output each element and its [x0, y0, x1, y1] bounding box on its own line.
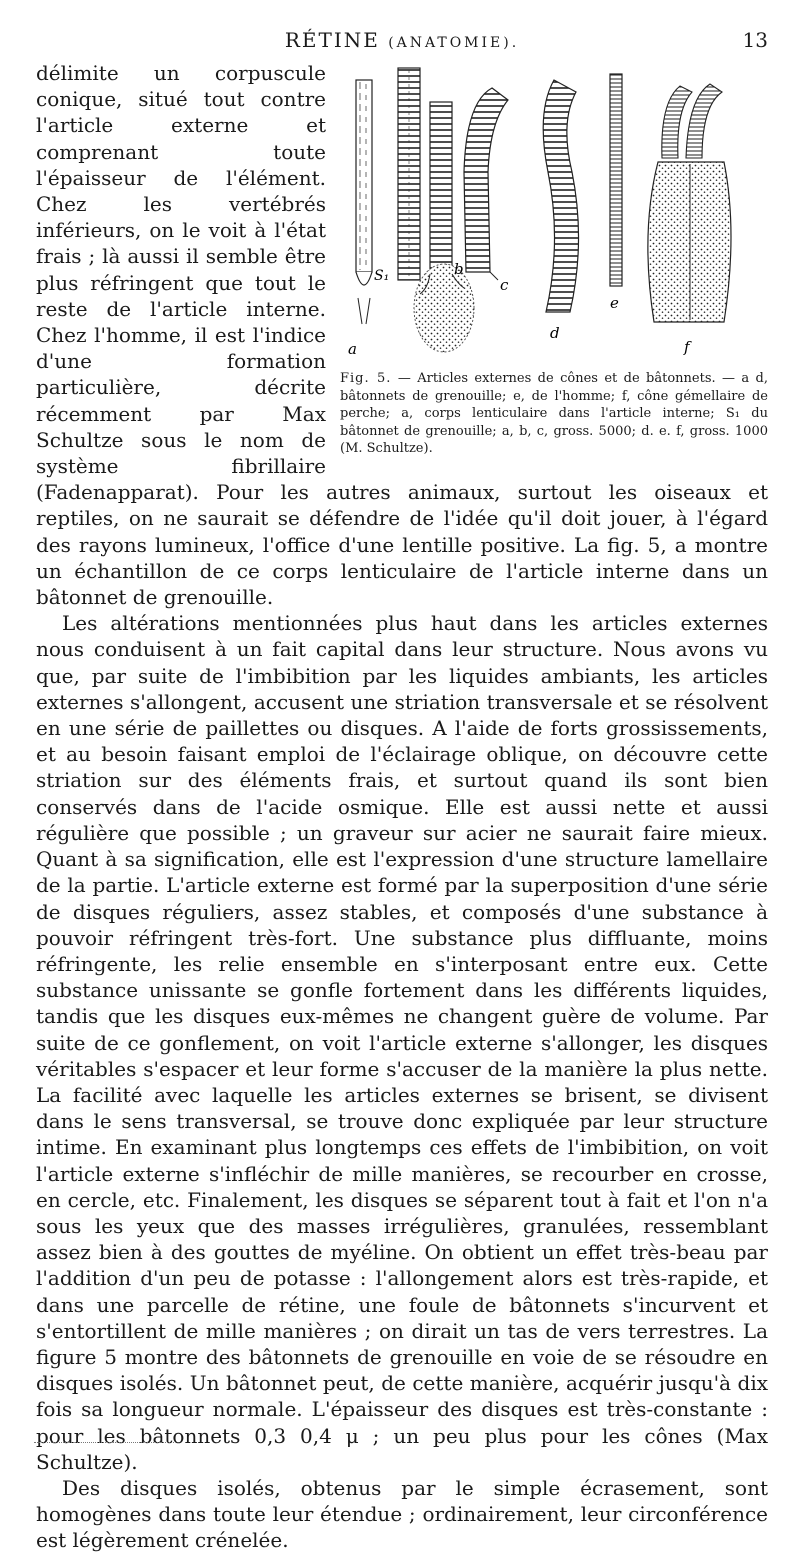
- figure-caption-label: Fig. 5.: [340, 371, 392, 386]
- body-text: [36, 60, 768, 1554]
- rod-s1: [398, 68, 420, 280]
- rod-d: [543, 80, 578, 312]
- page-number: 13: [742, 28, 768, 52]
- label-b: b: [454, 260, 464, 278]
- footer-rule: [34, 1442, 174, 1443]
- label-e: e: [610, 294, 619, 312]
- figure-5: [340, 62, 768, 458]
- paragraph-3: Des disques isolés, obtenus par le simple écrasement, sont homogènes dans toute leur étendue ; ordinairement, leur circonférence est légèrement crénelée.: [36, 1475, 768, 1553]
- paragraph-1: délimite un corpuscule conique, situé tout contre l'article externe et comprenant toute l'épaisseur de l'élément. Chez les vertébrés inférieurs, on le voit à l'état frais ; là aussi il semble être plus réfringent que tout le reste de l'article interne. Chez l'homme, il est l'indice d'une formation particulière, décrite récemment par Max Schultze sous le nom de système fibrillaire (Fadenapparat). Pour les autres animaux, surtout les oiseaux et reptiles, on ne saurait se défendre de l'idée qu'il doit jouer, à l'égard des rayons lumineux, l'office d'une lentille positive. La fig. 5, a montre un échantillon de ce corps lenticulaire de l'article interne dans un bâtonnet de grenouille.: [36, 61, 768, 610]
- label-a: a: [348, 340, 357, 358]
- label-s1: S₁: [374, 268, 390, 284]
- label-f: f: [684, 338, 690, 356]
- label-d: d: [550, 324, 560, 342]
- running-header: [36, 8, 768, 54]
- header-subtitle: (ANATOMIE).: [388, 35, 520, 51]
- figure-caption-text: — Articles externes de cônes et de bâtonnets. — a d, bâtonnets de grenouille; e, de l'homme; f, cône gémellaire de perche; a, corps lenticulaire dans l'article interne; S₁ du bâtonnet de grenouille; a, b, c, gross. 5000; d. e. f, gross. 1000 (M. Schultze).: [340, 371, 768, 456]
- running-title: [36, 28, 768, 52]
- rod-c: [464, 88, 508, 280]
- label-c: c: [500, 276, 509, 294]
- header-title: RÉTINE: [284, 28, 380, 52]
- figure-illustration: [340, 62, 768, 364]
- cone-f: [648, 84, 731, 322]
- figure-caption: [340, 370, 768, 458]
- paragraph-2: Les altérations mentionnées plus haut dans les articles externes nous conduisent à un fait capital dans leur structure. Nous avons vu que, par suite de l'imbibition par les liquides ambiants, les articles externes s'allongent, accusent une striation transversale et se résolvent en une série de paillettes ou disques. A l'aide de forts grossissements, et au besoin faisant emploi de l'éclairage oblique, on découvre cette striation sur des éléments frais, et surtout quand ils sont bien conservés dans de l'acide osmique. Elle est aussi nette et aussi régulière que possible ; un graveur sur acier ne saurait faire mieux. Quant à sa signification, elle est l'expression d'une structure lamellaire de la partie. L'article externe est formé par la superposition d'une série de disques réguliers, assez stables, et composés d'une substance à pouvoir réfringent très-fort. Une substance plus diffluante, moins réfringente, les relie ensemble en s'interposant entre eux. Cette substance unissante se gonfle fortement dans les différents liquides, tandis que les disques eux-mêmes ne changent guère de volume. Par suite de ce gonflement, on voit l'article externe s'allonger, les disques véritables s'espacer et leur forme s'accuser de la manière la plus nette. La facilité avec laquelle les articles externes se brisent, se divisent dans le sens transversal, se trouve donc expliquée par leur structure intime. En examinant plus longtemps ces effets de l'imbibition, on voit l'article externe s'infléchir de mille manières, se recourber en crosse, en cercle, etc. Finalement, les disques se séparent tout à fait et l'on n'a sous les yeux que des masses irrégulières, granulées, ressemblant assez bien à des gouttes de myéline. On obtient un effet très-beau par l'addition d'un peu de potasse : l'allongement alors est très-rapide, et dans une parcelle de rétine, une foule de bâtonnets s'incurvent et s'entortillent de mille manières ; on dirait un tas de vers terrestres. La figure 5 montre des bâtonnets de grenouille en voie de se résoudre en disques isolés. Un bâtonnet peut, de cette manière, acquérir jusqu'à dix fois sa longueur normale. L'épaisseur des disques est très-constante : pour les bâtonnets 0,3 0,4 μ ; un peu plus pour les cônes (Max Schultze).: [36, 611, 768, 1474]
- rod-a: [356, 80, 372, 324]
- rod-e: [610, 74, 622, 286]
